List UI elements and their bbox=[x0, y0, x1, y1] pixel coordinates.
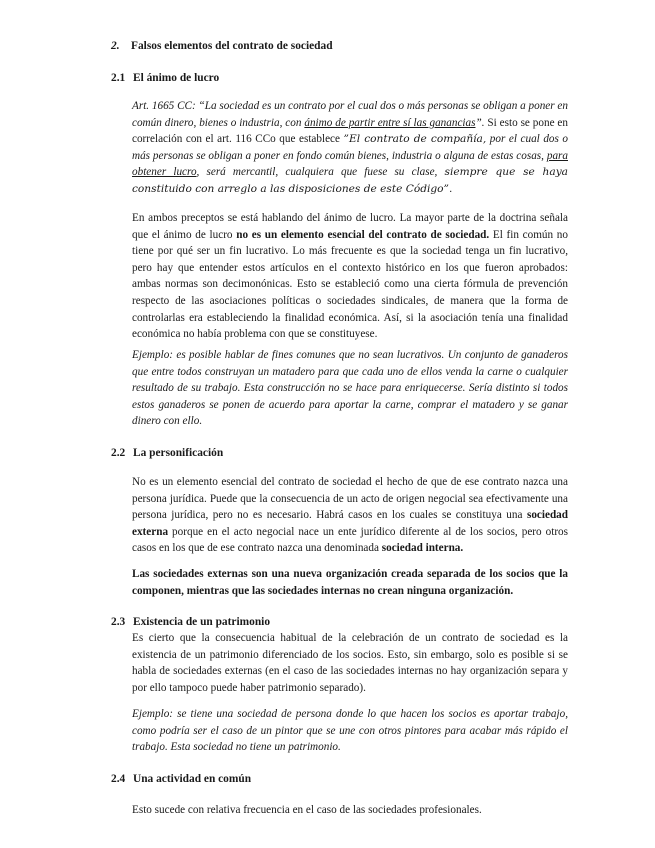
text-run: para obtener lucro bbox=[132, 149, 568, 179]
section-title: Una actividad en común bbox=[133, 773, 252, 785]
section-number: 2.1 bbox=[111, 72, 126, 84]
section-heading-2-3 bbox=[111, 614, 270, 631]
text-run: por el cual dos o más personas se obligan a poner en fondo común bienes, industria o alguna de estas cosas, bbox=[132, 133, 568, 162]
text-run: no es un elemento esencial del contrato de sociedad. bbox=[236, 228, 490, 241]
section-number: 2. bbox=[111, 40, 120, 52]
paragraph-ejemplo-ganaderos bbox=[132, 347, 568, 430]
section-title: La personificación bbox=[133, 447, 224, 459]
text-run: El fin común no tiene por qué ser un fin lucrativo. Lo más frecuente es que la sociedad tenga un fin lucrativo, pero hay que entender estos artículos en el contexto histórico en los que fueron aprobados: ambas normas son decimonónicas. Esto se estableció como una cierta fórmula de prevención respecto de las asociaciones políticas o sociedades sindicales, de manera que la forma de controlarlas era estableciendo la finalidad económica. Así, si la asociación tenía una finalidad económica no había problema con que se constituyese. bbox=[132, 228, 568, 341]
text-run: porque en el acto negocial nace un ente jurídico diferente al de los socios, pero otros casos en los que de ese contrato nazca una denominada bbox=[132, 525, 568, 555]
section-title: Falsos elementos del contrato de sociedad bbox=[131, 40, 333, 52]
paragraph-actividad-comun bbox=[132, 802, 568, 819]
paragraph-sociedades-externas bbox=[132, 566, 568, 599]
section-heading-2 bbox=[111, 38, 333, 55]
section-title: Existencia de un patrimonio bbox=[133, 616, 271, 628]
text-run: En ambos preceptos se está hablando del ánimo de lucro. La mayor parte de la doctrina señala que el ánimo de lucro bbox=[132, 212, 568, 241]
text-run: , será mercantil, cualquiera que fuese su clase, bbox=[196, 166, 445, 179]
text-run: Art. 1665 CC: “La sociedad es un contrato por el cual dos o más personas se obligan a poner en común dinero, bienes o industria, con bbox=[132, 100, 568, 129]
text-run: ”El contrato de compañía, bbox=[343, 133, 487, 146]
text-run: Las sociedades externas son una nueva organización creada separada de los socios que la componen, mientras que las sociedades internas no crean ninguna organización. bbox=[132, 568, 568, 597]
text-run: ”. bbox=[475, 116, 485, 129]
text-run: ánimo de partir entre sí las ganancias bbox=[304, 116, 476, 129]
section-heading-2-2 bbox=[111, 445, 223, 462]
section-heading-2-1 bbox=[111, 70, 219, 87]
paragraph-personificacion bbox=[132, 474, 568, 557]
section-title: El ánimo de lucro bbox=[133, 72, 220, 84]
text-run: siempre que se haya constituido con arreglo a las disposiciones de este Código”. bbox=[132, 166, 568, 195]
text-run: No es un elemento esencial del contrato de sociedad el hecho de que de ese contrato nazca una persona jurídica. Puede que la consecuencia de un acto de origen negocial sea efectivamente una persona jurídica, pero no es necesario. Habrá casos en los cuales se constituya una bbox=[132, 476, 568, 522]
section-number: 2.3 bbox=[111, 616, 126, 628]
text-run: sociedad externa bbox=[132, 509, 568, 538]
paragraph-art-1665 bbox=[132, 98, 568, 198]
paragraph-animo-lucro bbox=[132, 210, 568, 343]
section-heading-2-4 bbox=[111, 771, 251, 788]
text-run: Ejemplo: se tiene una sociedad de persona donde lo que hacen los socios es aportar trabajo, como podría ser el caso de un pintor que se une con otros pintores para acabar más rápido el trabajo. Esta sociedad no tiene un patrimonio. bbox=[132, 708, 568, 754]
paragraph-ejemplo-pintor bbox=[132, 706, 568, 756]
text-run: sociedad interna. bbox=[381, 542, 464, 555]
paragraph-patrimonio bbox=[132, 630, 568, 696]
text-run: Ejemplo: es posible hablar de fines comunes que no sean lucrativos. Un conjunto de ganaderos que entre todos construyan un matadero para que cada uno de ellos venda la carne o cualquier resultado de su trabajo. Esta construcción no se hace para enriquecerse. Sería distinto si todos estos ganaderos se ponen de acuerdo para aportar la carne, comprar el matadero y se ganar dinero con ello. bbox=[132, 349, 568, 428]
text-run: Esto sucede con relativa frecuencia en el caso de las sociedades profesionales. bbox=[132, 804, 482, 816]
section-number: 2.4 bbox=[111, 773, 126, 785]
text-run: Es cierto que la consecuencia habitual de la celebración de un contrato de sociedad es la existencia de un patrimonio diferenciado de los socios. Esto, sin embargo, solo es posible si se habla de sociedades externas (en el caso de las sociedades internas no hay organización separa y por ello tampoco puede haber patrimonio separado). bbox=[132, 632, 568, 694]
text-run: Si esto se pone en correlación con el art. 116 CCo que establece bbox=[132, 116, 568, 146]
section-number: 2.2 bbox=[111, 447, 126, 459]
